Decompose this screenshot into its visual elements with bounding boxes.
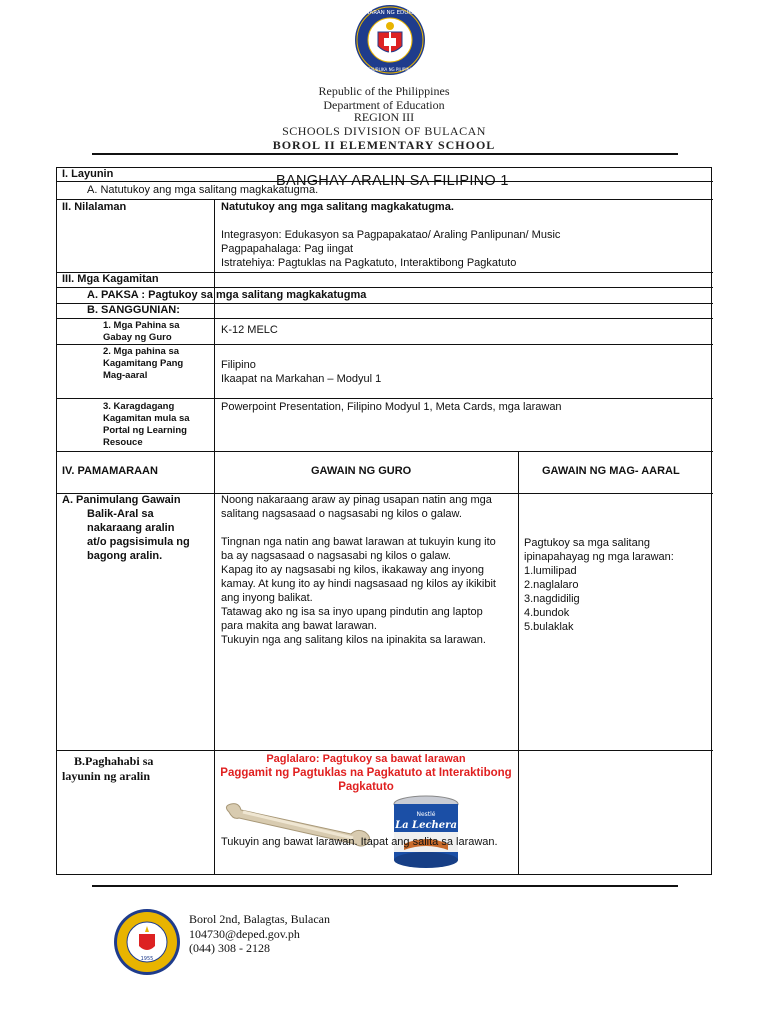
section-a-guro-line: kamay. At kung ito ay hindi nagsasaad ng kilos ay ikikibit (221, 578, 496, 590)
section-a-guro-line: salitang nagsasaad o nagsasabi ng kilos o galaw. (221, 508, 462, 520)
sanggunian-item3-label-line: Resouce (103, 437, 143, 448)
nilalaman-integrasyon: Integrasyon: Edukasyon sa Pagpapakatao/ Araling Panlipunan/ Music (221, 229, 561, 241)
sanggunian-item2-value-line: Ikaapat na Markahan – Modyul 1 (221, 373, 382, 385)
section-b-label-line: B.Paghahabi sa (74, 754, 154, 768)
section-a-label-line: bagong aralin. (87, 550, 163, 562)
kagamitan-paksa: A. PAKSA : Pagtukoy sa mga salitang magkakatugma (87, 289, 367, 301)
header-department: Department of Education (323, 98, 445, 112)
school-seal-year: 1955 (140, 956, 154, 962)
sanggunian-item2-label-line: Mag-aaral (103, 370, 148, 381)
sanggunian-item1-value: K-12 MELC (221, 324, 278, 336)
section-a-magaaral-line: 3.nagdidilig (524, 593, 580, 605)
section-a-guro-line: Tingnan nga natin ang bawat larawan at tukuyin kung ito (221, 536, 496, 548)
sanggunian-item2-label-line: Kagamitang Pang (103, 358, 184, 369)
section-b-instruction: Tukuyin ang bawat larawan. Itapat ang salita sa larawan. (221, 836, 498, 848)
kagamitan-heading: III. Mga Kagamitan (62, 273, 159, 285)
section-a-magaaral-line: 5.bulaklak (524, 621, 574, 633)
section-a-magaaral-line: Pagtukoy sa mga salitang (524, 537, 650, 549)
section-a-magaaral-line: 2.naglalaro (524, 579, 579, 591)
header-school: BOROL II ELEMENTARY SCHOOL (272, 138, 496, 152)
section-b-label-line: layunin ng aralin (62, 769, 151, 783)
section-a-guro-line: Tatawag ako ng isa sa inyo upang pindutin ang laptop (221, 606, 483, 618)
nilalaman-pagpapahalaga: Pagpapahalaga: Pag iingat (221, 243, 354, 255)
nilalaman-topic: Natutukoy ang mga salitang magkakatugma. (221, 201, 454, 213)
col-divider (518, 451, 519, 875)
row-divider (57, 199, 713, 200)
header-country: Republic of the Philippines (318, 84, 450, 98)
layunin-item: A. Natutukoy ang mga salitang magkakatugma. (87, 184, 319, 196)
lesson-title: BANGHAY ARALIN SA FILIPINO 1 (276, 173, 509, 189)
row-divider (57, 344, 713, 345)
footer-address: Borol 2nd, Balagtas, Bulacan (189, 912, 330, 926)
footer-email: 104730@deped.gov.ph (189, 927, 300, 941)
sanggunian-item3-value: Powerpoint Presentation, Filipino Modyul 1, Meta Cards, mga larawan (221, 401, 562, 413)
section-b-strategy-line: Pagkatuto (338, 781, 394, 793)
row-divider (57, 451, 713, 452)
section-a-guro-line: Noong nakaraang araw ay pinag usapan natin ang mga (221, 494, 492, 506)
kagamitan-sanggunian: B. SANGGUNIAN: (87, 304, 180, 316)
school-seal-logo (113, 908, 181, 976)
seal-text-top: KAGAWARAN NG EDUKASYON (349, 10, 431, 16)
pamamaraan-heading: IV. PAMAMARAAN (62, 465, 158, 477)
footer-phone: (044) 308 - 2128 (189, 941, 270, 955)
section-a-guro-line: ba ay nagsasaad o nagsasabi ng kilos o galaw. (221, 550, 451, 562)
section-a-guro-line: Kapag ito ay nagsasabi ng kilos, ikakaway ang inyong (221, 564, 484, 576)
column-gawain-guro: GAWAIN NG GURO (311, 465, 412, 477)
layunin-heading: I. Layunin (62, 168, 114, 180)
sanggunian-item1-label-line: Gabay ng Guro (103, 332, 172, 343)
section-a-magaaral-line: ipinapahayag ng mga larawan: (524, 551, 674, 563)
section-a-label-line: A. Panimulang Gawain (62, 494, 181, 506)
section-a-label-line: Balik-Aral sa (87, 508, 154, 520)
can-brand-text: Nestlé (416, 811, 436, 818)
nilalaman-istratehiya: Istratehiya: Pagtuklas na Pagkatuto, Interaktibong Pagkatuto (221, 257, 517, 269)
section-a-guro-line: para makita ang bawat larawan. (221, 620, 377, 632)
sanggunian-item3-label-line: Kagamitan mula sa (103, 413, 190, 424)
column-gawain-magaaral: GAWAIN NG MAG- AARAL (542, 465, 680, 477)
sanggunian-item2-label-line: 2. Mga pahina sa (103, 346, 180, 357)
sanggunian-item2-value-line: Filipino (221, 359, 256, 371)
seal-text-bottom: REPUBLIKA NG PILIPINAS (365, 67, 415, 72)
la-lechera-can-image (390, 794, 462, 870)
row-divider (57, 398, 713, 399)
row-divider (57, 318, 713, 319)
deped-seal-logo (349, 4, 431, 76)
header-divider (92, 153, 678, 155)
section-a-label-line: nakaraang aralin (87, 522, 175, 534)
section-a-label-line: at/o pagsisimula ng (87, 536, 190, 548)
sanggunian-item3-label-line: 3. Karagdagang (103, 401, 175, 412)
section-a-guro-line: Tukuyin nga ang salitang kilos na ipinakita sa larawan. (221, 634, 486, 646)
row-divider (57, 287, 713, 288)
header-division: SCHOOLS DIVISION OF BULACAN (282, 124, 486, 138)
section-b-game-title: Paglalaro: Pagtukoy sa bawat larawan (266, 753, 466, 765)
can-label-text: La Lechera (395, 820, 457, 831)
section-a-magaaral-line: 4.bundok (524, 607, 570, 619)
sanggunian-item3-label-line: Portal ng Learning (103, 425, 187, 436)
section-a-guro-line: ang inyong balikat. (221, 592, 313, 604)
section-b-strategy-line: Paggamit ng Pagtuklas na Pagkatuto at Interaktibong (220, 767, 512, 779)
footer-divider (92, 885, 678, 887)
nilalaman-heading: II. Nilalaman (62, 201, 127, 213)
header-region: REGION III (353, 110, 415, 124)
row-divider (57, 750, 713, 751)
sanggunian-item1-label-line: 1. Mga Pahina sa (103, 320, 180, 331)
section-a-magaaral-line: 1.lumilipad (524, 565, 577, 577)
